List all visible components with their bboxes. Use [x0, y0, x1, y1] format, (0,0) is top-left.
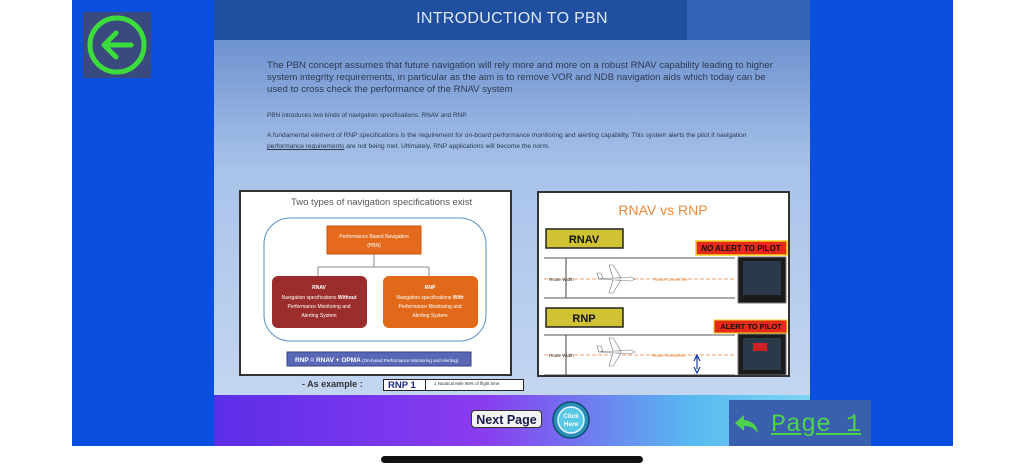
route-centerline-label: Route Centerline [654, 277, 688, 282]
rnp-paragraph-text-1: A fundamental element of RNP specifications is the requirement for on-board performance monitoring and alerting capability. This system alerts the pilot if navigation [267, 132, 747, 139]
rnp-example-value: RNP 1 [388, 380, 426, 391]
next-page-button[interactable]: Next Page [471, 410, 542, 428]
route-centerline-label: Route Centerline [652, 353, 686, 358]
aircraft-icon [597, 338, 635, 366]
rnav-label: RNAV [568, 234, 600, 246]
nav-display-screen [743, 338, 781, 370]
click-here-badge-icon [552, 401, 590, 439]
click-here-line2: Here [563, 421, 579, 428]
arrow-left-circle-icon [87, 15, 147, 75]
nav-spec-diagram-graphic [241, 192, 510, 374]
performance-requirements-link[interactable]: performance requirements [267, 143, 345, 150]
page-number-label: Page 1 [771, 410, 862, 439]
rnav-box [272, 276, 367, 328]
pbn-box-line1: Performance Based Navigation [339, 234, 409, 240]
rnp-label: RNP [572, 313, 596, 325]
click-here-line1: Click [563, 413, 579, 420]
rnp-box-line1: Navigation specifications With [396, 295, 464, 301]
rnp-example-note: 1 Nautical Mile 95% of flight time [434, 381, 500, 386]
rnp-paragraph-text-2: are not being met. Ultimately, RNP applications will become the norm. [344, 143, 550, 150]
no-alert-text: NO ALERT TO PILOT [701, 244, 781, 253]
rnp-box-line3: Alerting System [412, 313, 448, 319]
rnp-paragraph [267, 130, 777, 152]
home-indicator[interactable] [381, 456, 643, 463]
click-here-button[interactable] [552, 401, 590, 439]
nav-spec-paragraph: PBN introduces two kinds of navigation specifications: RNAV and RNP. [267, 112, 468, 119]
slide-title: INTRODUCTION TO PBN [416, 10, 608, 27]
example-label: - As example : [302, 379, 363, 389]
rnav-vs-rnp-title: RNAV vs RNP [618, 202, 708, 218]
rnav-box-line3: Alerting System [301, 313, 337, 319]
deviation-arrows-icon [694, 355, 700, 373]
nav-display-screen [743, 261, 781, 295]
rnp-box-title: RNP [424, 285, 436, 291]
back-button[interactable] [83, 12, 151, 78]
aircraft-icon [597, 265, 635, 293]
rnp-box-line2: Performance Monitoring and [398, 304, 462, 310]
route-width-label: Route Width [549, 353, 574, 358]
nav-spec-diagram [239, 190, 512, 376]
rnav-box-line2: Performance Monitoring and [287, 304, 351, 310]
rnp-box [383, 276, 478, 328]
rnav-vs-rnp-graphic [539, 193, 788, 375]
rnav-box-line1: Navigation specifications Without [281, 295, 357, 301]
alert-text: ALERT TO PILOT [720, 322, 782, 331]
reply-arrow-icon [733, 412, 761, 436]
nav-spec-diagram-title: Two types of navigation specifications exist [291, 197, 473, 208]
route-width-label: Route Width [549, 277, 574, 282]
rnp-example-box [383, 379, 524, 391]
rnav-vs-rnp-diagram [537, 191, 790, 377]
formula-text: RNP = RNAV + OPMA (On-board Performance Monitoring and Alerting) [295, 357, 459, 364]
rnav-box-title: RNAV [312, 285, 326, 291]
nav-display-alert [753, 343, 767, 351]
pbn-box-line2: (PBN) [367, 243, 381, 249]
page-indicator-button[interactable] [729, 400, 871, 446]
intro-paragraph: The PBN concept assumes that future navigation will rely more and more on a robust RNAV capability leading to higher system integrity requirements, in particular as the aim is to remove VOR and NDB navigation aids which today can be used to cross check the performance of the RNAV system [267, 60, 773, 95]
pbn-box [327, 226, 421, 254]
